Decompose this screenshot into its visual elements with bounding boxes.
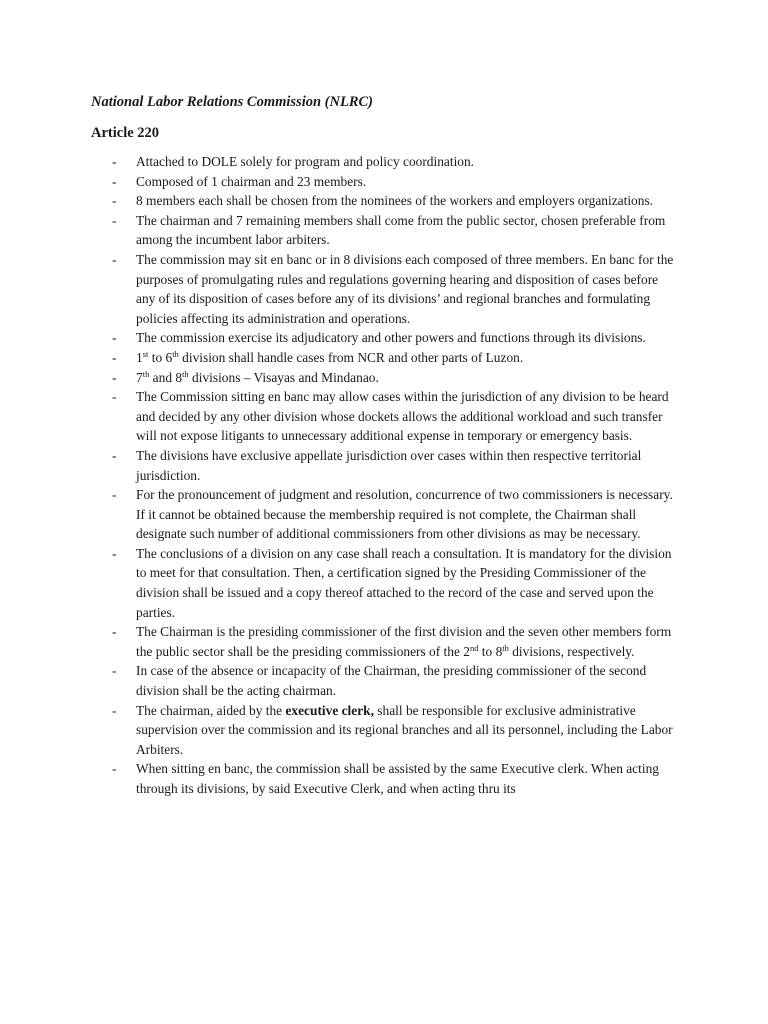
list-item-text: Attached to DOLE solely for program and policy coordination. xyxy=(136,154,475,169)
list-item-text: division shall handle cases from NCR and other parts of Luzon. xyxy=(178,349,524,365)
list-dash: - xyxy=(112,193,117,209)
list-item-text: 8 members each shall be chosen from the nominees of the workers and employers organizations. xyxy=(136,193,653,209)
list-item-text: divisions – Visayas and Mindanao. xyxy=(188,369,379,385)
list-item xyxy=(0,759,676,798)
list-dash: - xyxy=(112,447,117,463)
list-item xyxy=(0,387,676,446)
list-item-text: shall be responsible for exclusive administrative supervision over the commission and its regional branches and all its personnel, including the Labor Arbiters. xyxy=(136,702,673,757)
list-dash: - xyxy=(112,173,117,189)
article-heading: Article 220 xyxy=(91,125,160,141)
list-item-text: The Commission sitting en banc may allow cases within the jurisdiction of any division to be heard and decided by any other division whose dockets allows the additional workload and such transfer will not expose litigants to unnecessary additional expense in temporary or emergency basis. xyxy=(136,389,669,444)
list-item-text: and 8 xyxy=(149,369,183,385)
list-dash: - xyxy=(112,545,117,561)
list-item-text: For the pronouncement of judgment and resolution, concurrence of two commissioners is necessary. If it cannot be obtained because the membership required is not complete, the Chairman shall designate such number of additional commissioners from other divisions as may be necessary. xyxy=(136,487,673,542)
ordinal-suffix: th xyxy=(502,642,509,653)
list-item-text: When sitting en banc, the commission shall be assisted by the same Executive clerk. When acting through its divisions, by said Executive Clerk, and when acting thru its xyxy=(136,761,659,796)
list-item xyxy=(0,328,676,348)
list-item-text: to 6 xyxy=(148,349,173,365)
list-item-text: to 8 xyxy=(478,643,503,659)
list-item-text: 1 xyxy=(136,349,143,365)
list-item-text: The Chairman is the presiding commissioner of the first division and the seven other members form the public sector shall be the presiding commissioners of the 2 xyxy=(136,624,672,659)
list-item-text: The divisions have exclusive appellate jurisdiction over cases within then respective territorial jurisdiction. xyxy=(136,447,642,483)
list-item xyxy=(0,446,676,485)
list-dash: - xyxy=(112,154,117,169)
provision-list xyxy=(0,152,768,799)
ordinal-suffix: nd xyxy=(469,642,479,653)
list-item xyxy=(0,701,676,760)
ordinal-suffix: th xyxy=(182,368,189,379)
list-dash: - xyxy=(112,212,117,228)
list-item xyxy=(0,191,676,211)
list-item-text: Composed of 1 chairman and 23 members. xyxy=(136,173,367,189)
list-item-text: The commission exercise its adjudicatory and other powers and functions through its divisions. xyxy=(136,330,646,346)
list-item xyxy=(0,485,676,544)
list-dash: - xyxy=(112,761,117,777)
list-dash: - xyxy=(112,369,117,385)
list-item-text: The chairman, aided by the xyxy=(136,702,286,718)
list-item xyxy=(0,544,676,622)
list-item xyxy=(0,622,676,661)
list-item xyxy=(0,172,676,192)
emphasis-term: executive clerk, xyxy=(285,702,374,718)
list-dash: - xyxy=(112,389,117,405)
document-title: National Labor Relations Commission (NLRC) xyxy=(91,94,373,110)
list-dash: - xyxy=(112,251,117,267)
ordinal-suffix: th xyxy=(172,348,179,359)
list-dash: - xyxy=(112,349,117,365)
list-item xyxy=(0,152,676,172)
list-item-text: 7 xyxy=(136,369,143,385)
list-item xyxy=(0,211,676,250)
list-item-text: divisions, respectively. xyxy=(508,643,635,659)
list-item xyxy=(0,250,676,328)
list-dash: - xyxy=(112,624,117,640)
list-item xyxy=(0,368,676,388)
ordinal-suffix: th xyxy=(142,368,150,379)
list-dash: - xyxy=(112,663,117,679)
list-dash: - xyxy=(112,702,117,718)
list-item xyxy=(0,348,676,368)
ordinal-suffix: st xyxy=(142,348,149,359)
list-item-text: In case of the absence or incapacity of the Chairman, the presiding commissioner of the second division shall be the acting chairman. xyxy=(136,663,647,699)
list-dash: - xyxy=(112,330,117,346)
list-item-text: The commission may sit en banc or in 8 divisions each composed of three members. En banc for the purposes of promulgating rules and regulations governing hearing and disposition of cases before any of its disposition of cases before any of its divisions’ and regional branches and formulating policies affecting its administration and operations. xyxy=(136,251,674,326)
list-dash: - xyxy=(112,487,117,503)
list-item xyxy=(0,661,676,700)
list-item-text: The conclusions of a division on any case shall reach a consultation. It is mandatory for the division to meet for that consultation. Then, a certification signed by the Presiding Commissioner of the division shall be issued and a copy thereof attached to the record of the case and served upon the parties. xyxy=(136,545,672,620)
list-item-text: The chairman and 7 remaining members shall come from the public sector, chosen preferable from among the incumbent labor arbiters. xyxy=(136,212,666,248)
